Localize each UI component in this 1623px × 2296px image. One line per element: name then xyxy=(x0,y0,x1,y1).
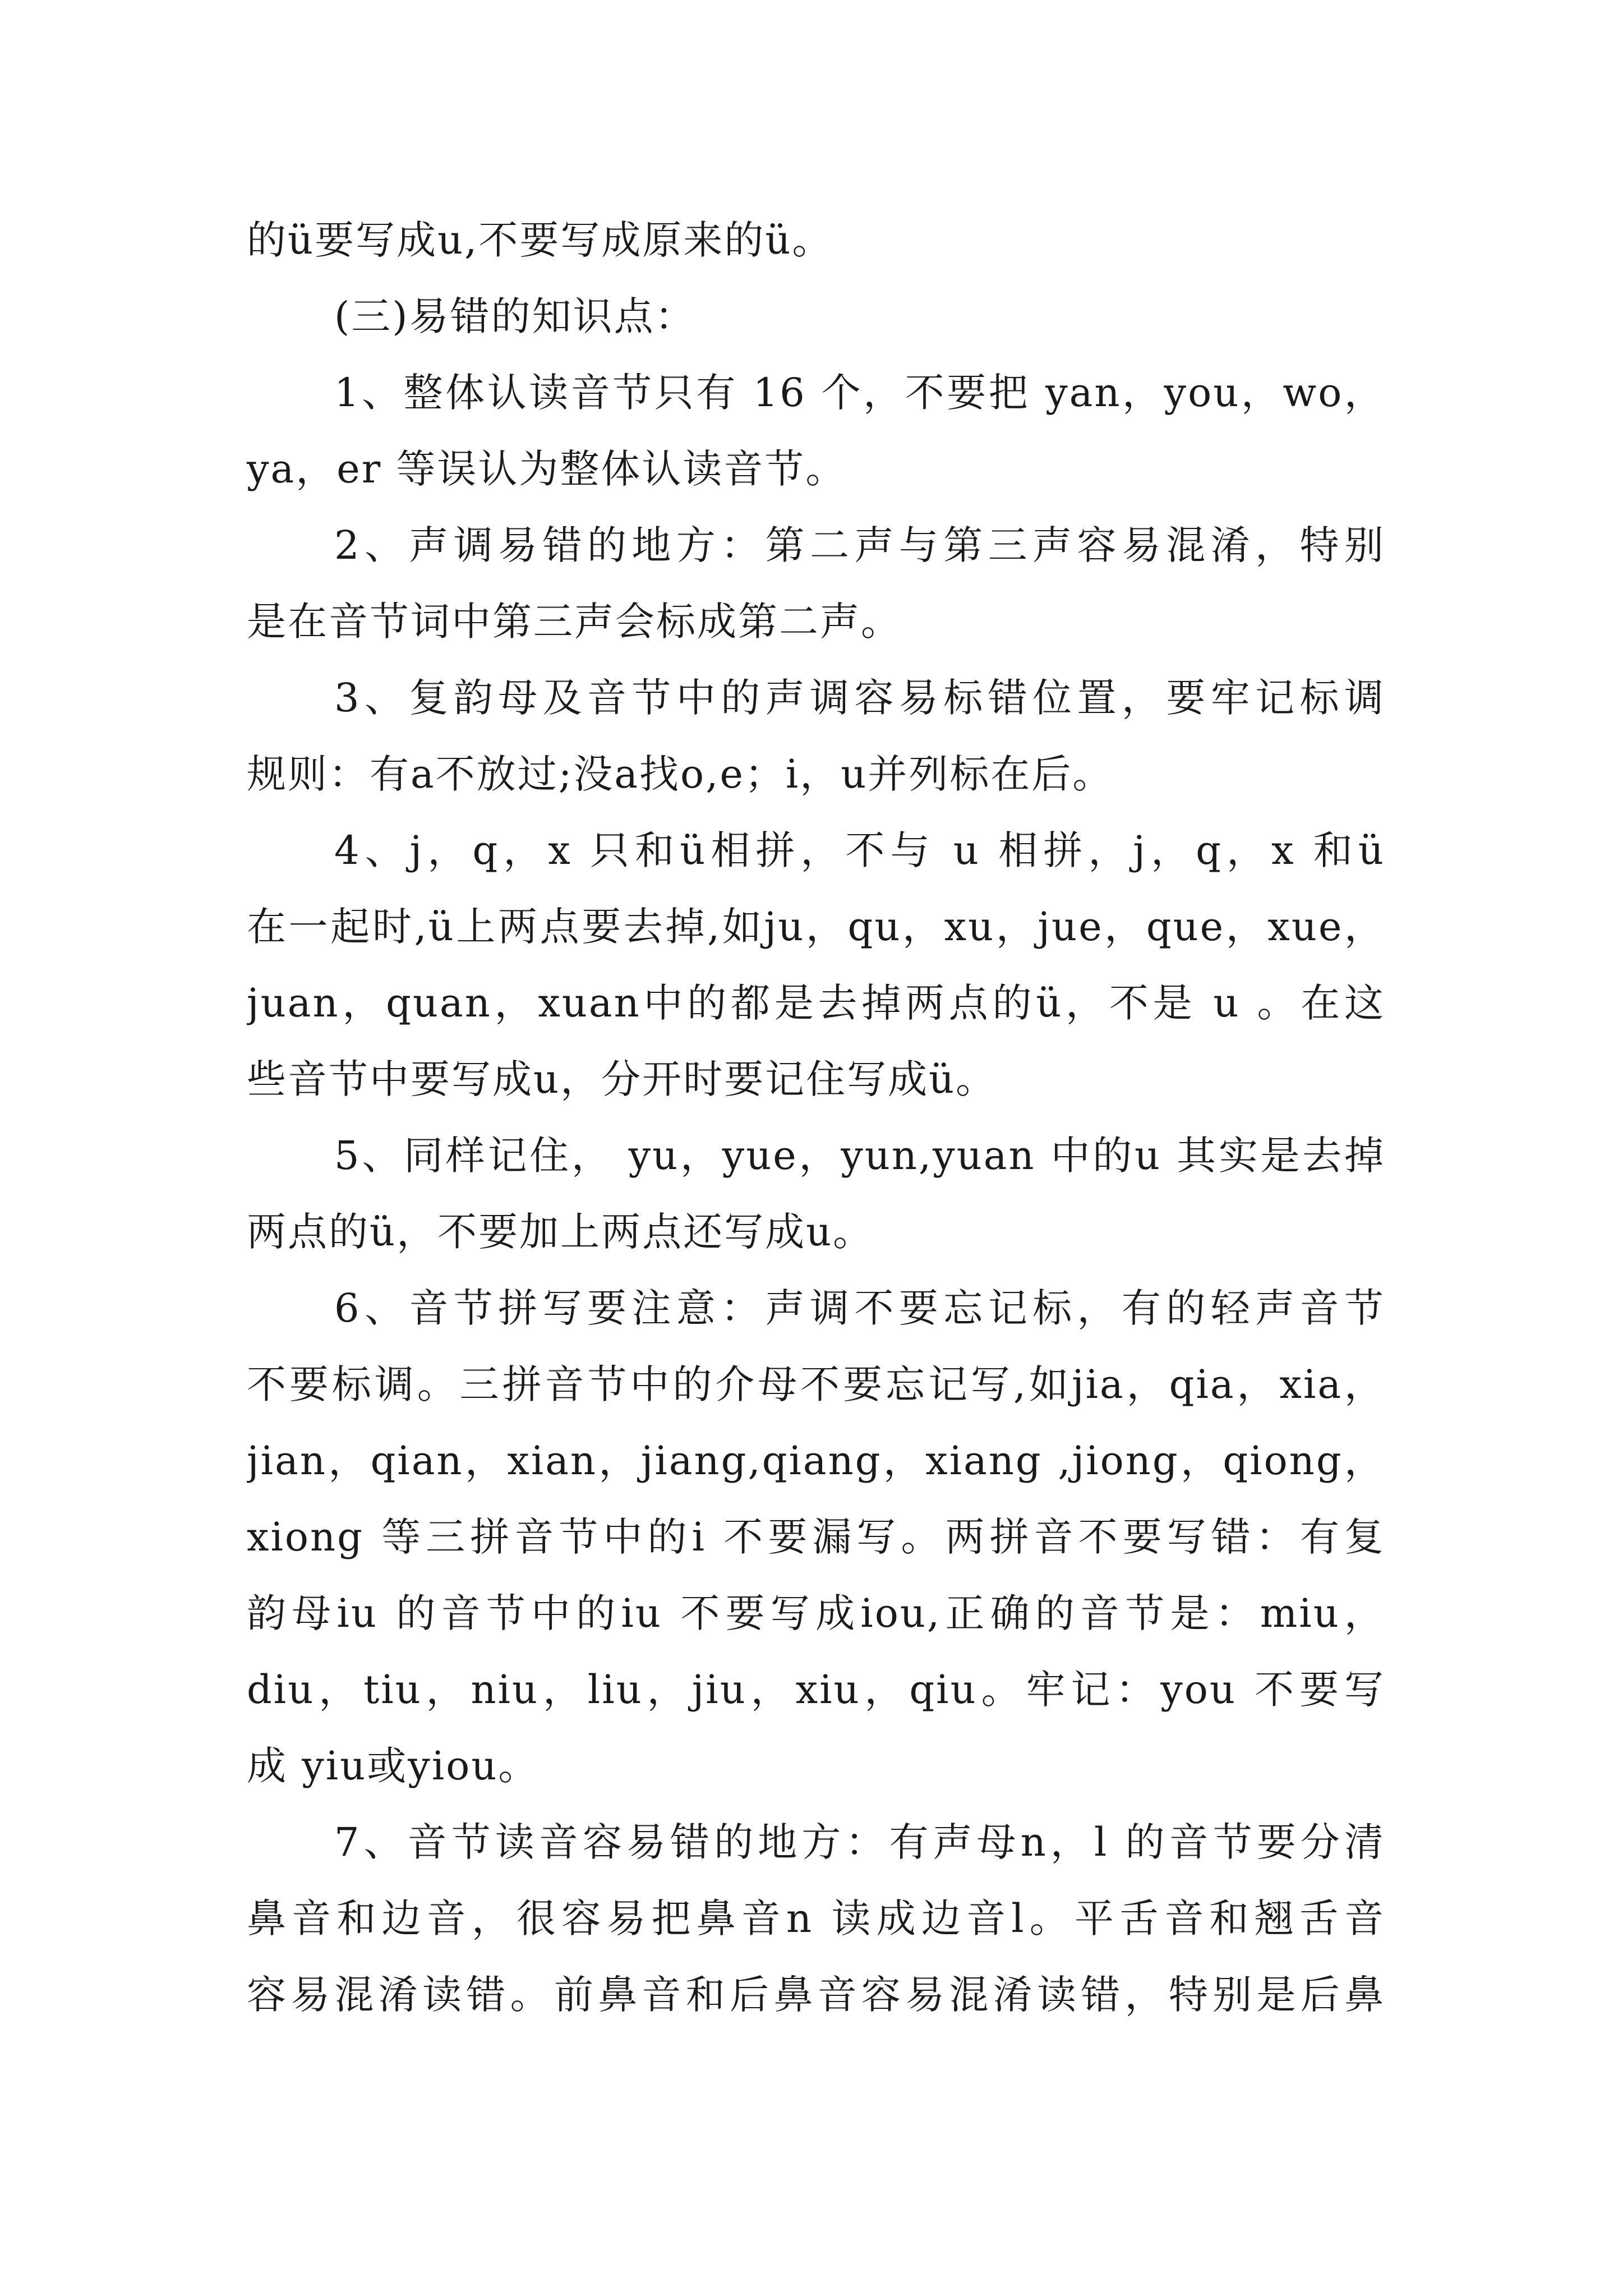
section-heading: (三)易错的知识点： xyxy=(334,293,696,339)
list-item-4-line-2: 在一起时,ü上两点要去掉,如ju，qu，xu，jue，que，xue， xyxy=(247,904,1385,950)
list-item-7-line-2: 鼻音和边音，很容易把鼻音n 读成边音l。平舌音和翘舌音 xyxy=(247,1895,1385,1941)
list-item-1-line-1: 1、整体认读音节只有 16 个，不要把 yan，you，wo， xyxy=(334,370,1385,416)
list-item-2-line-1: 2、声调易错的地方：第二声与第三声容易混淆，特别 xyxy=(334,522,1385,568)
list-item-2-line-2: 是在音节词中第三声会标成第二声。 xyxy=(247,599,902,645)
list-item-6-line-1: 6、音节拼写要注意：声调不要忘记标，有的轻声音节 xyxy=(334,1285,1385,1331)
list-item-3-line-1: 3、复韵母及音节中的声调容易标错位置，要牢记标调 xyxy=(334,675,1385,721)
list-item-6-line-3: jian，qian，xian，jiang,qiang，xiang ,jiong，qiong， xyxy=(247,1438,1385,1484)
list-item-6-line-7: 成 yiu或yiou。 xyxy=(247,1743,540,1789)
list-item-6-line-6: diu，tiu，niu，liu，jiu，xiu，qiu。牢记：you 不要写 xyxy=(247,1667,1385,1713)
list-item-4-line-1: 4、j，q，x 只和ü相拼，不与 u 相拼，j，q，x 和ü xyxy=(334,827,1385,873)
list-item-5-line-1: 5、同样记住， yu，yue，yun,yuan 中的u 其实是去掉 xyxy=(334,1133,1385,1179)
list-item-1-line-2: ya，er 等误认为整体认读音节。 xyxy=(247,446,847,492)
list-item-6-line-4: xiong 等三拼音节中的i 不要漏写。两拼音不要写错：有复 xyxy=(247,1514,1385,1560)
list-item-4-line-3: juan，quan，xuan中的都是去掉两点的ü，不是 u 。在这 xyxy=(247,980,1385,1026)
list-item-3-line-2: 规则：有a不放过;没a找o,e；i，u并列标在后。 xyxy=(247,751,1114,797)
document-body xyxy=(247,202,1385,2033)
list-item-6-line-2: 不要标调。三拼音节中的介母不要忘记写,如jia，qia，xia， xyxy=(247,1361,1385,1407)
text-line: 的ü要写成u,不要写成原来的ü。 xyxy=(247,217,833,263)
list-item-4-line-4: 些音节中要写成u，分开时要记住写成ü。 xyxy=(247,1056,997,1102)
list-item-7-line-1: 7、音节读音容易错的地方：有声母n，l 的音节要分清 xyxy=(334,1819,1385,1865)
list-item-5-line-2: 两点的ü，不要加上两点还写成u。 xyxy=(247,1209,874,1255)
list-item-7-line-3: 容易混淆读错。前鼻音和后鼻音容易混淆读错，特别是后鼻 xyxy=(247,1972,1385,2018)
list-item-6-line-5: 韵母iu 的音节中的iu 不要写成iou,正确的音节是：miu， xyxy=(247,1590,1385,1636)
